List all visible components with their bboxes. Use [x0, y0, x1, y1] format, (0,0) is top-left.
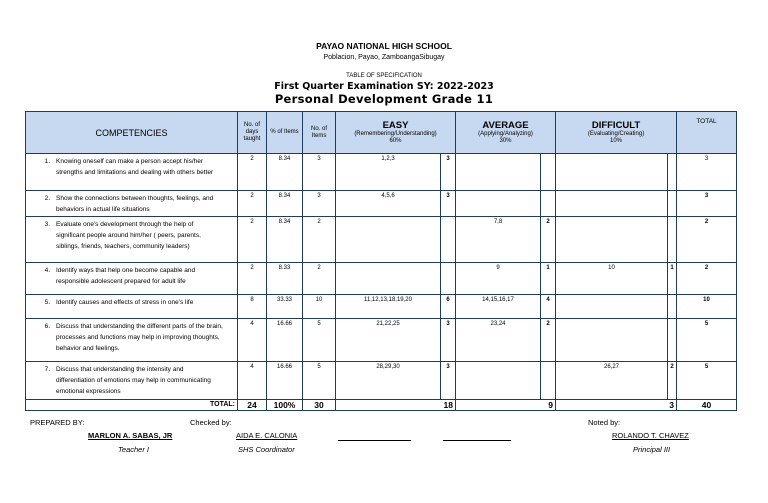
row-total-cell: 3 [677, 191, 737, 217]
average-percent: 30% [499, 138, 512, 144]
competency-text: Discuss that understanding the intensity and differentiation of emotions may help in communicating emotional expressions [56, 366, 211, 395]
table-row [26, 217, 737, 263]
subject-title: Personal Development Grade 11 [274, 92, 494, 106]
percent-cell: 16.66 [267, 319, 303, 362]
header-percent-items: % of Items [267, 112, 303, 154]
average-items-cell: 14,15,16,17 [456, 295, 541, 319]
difficult-count-cell: 1 [668, 263, 677, 295]
difficult-items-cell: 10 [556, 263, 668, 295]
percent-cell: 8.34 [267, 191, 303, 217]
percent-cell: 16.66 [267, 362, 303, 399]
totals-row [26, 399, 737, 410]
noted-by-label: Noted by: [588, 418, 621, 427]
signature-line-blank [338, 440, 411, 441]
easy-count-cell [441, 263, 456, 295]
days-cell: 8 [238, 295, 267, 319]
competency-text: Knowing oneself can make a person accept his/her strengths and limitations and dealing with others better [56, 158, 214, 176]
difficult-items-cell [556, 319, 668, 362]
days-cell: 2 [238, 217, 267, 263]
noted-by-role: Principal III [633, 445, 671, 454]
totals-items: 30 [303, 399, 336, 410]
items-cell: 3 [303, 191, 336, 217]
items-cell: 3 [303, 154, 336, 191]
row-total-cell: 3 [677, 154, 737, 191]
average-count-cell [541, 191, 556, 217]
competency-number: 2. [44, 195, 50, 202]
table-row [26, 154, 737, 191]
difficult-percent: 10% [610, 138, 623, 144]
table-row [26, 362, 737, 399]
row-total-cell: 2 [677, 263, 737, 295]
difficult-count-cell [668, 217, 677, 263]
header-easy [336, 112, 456, 154]
easy-count-cell: 3 [441, 154, 456, 191]
difficult-count-cell [668, 191, 677, 217]
header-difficult [556, 112, 677, 154]
difficult-count-cell [668, 319, 677, 362]
competency-number: 4. [44, 267, 50, 275]
header-number-items: No. of Items [303, 112, 336, 154]
easy-percent: 60% [389, 138, 402, 144]
difficult-items-cell [556, 217, 668, 263]
totals-label: TOTAL: [26, 399, 238, 410]
competency-text: Discuss that understanding the different parts of the brain, processes and functions may help in improving thoughts, behavior and feelings. [56, 323, 223, 352]
row-total-cell: 5 [677, 319, 737, 362]
average-label: AVERAGE [482, 120, 529, 131]
competency-number: 7. [44, 366, 50, 374]
signature-line-blank [443, 440, 511, 441]
easy-items-cell: 4,5,6 [336, 191, 441, 217]
totals-days: 24 [238, 399, 267, 410]
noted-by-name: ROLANDO T. CHAVEZ [612, 431, 689, 440]
competency-text: Show the connections between thoughts, feelings, and behaviors in actual life situations [56, 195, 214, 213]
header-days-taught: No. of days taught [238, 112, 267, 154]
competency-cell [26, 263, 238, 295]
exam-title: First Quarter Examination SY: 2022-2023 [274, 81, 494, 92]
competency-cell [26, 295, 238, 319]
header-average [456, 112, 556, 154]
average-count-cell: 2 [541, 217, 556, 263]
average-items-cell [456, 362, 541, 399]
competency-cell [26, 319, 238, 362]
days-cell: 4 [238, 362, 267, 399]
percent-cell: 8.34 [267, 154, 303, 191]
table-row [26, 319, 737, 362]
competency-number: 5. [44, 299, 50, 307]
table-header-row [26, 112, 737, 154]
average-count-cell: 2 [541, 319, 556, 362]
easy-items-cell: 21,22,25 [336, 319, 441, 362]
competency-number: 1. [44, 158, 50, 165]
easy-count-cell: 3 [441, 319, 456, 362]
average-items-cell: 23,24 [456, 319, 541, 362]
totals-average: 9 [456, 399, 556, 410]
easy-count-cell: 6 [441, 295, 456, 319]
difficult-sublabel: (Evaluating/Creating) [587, 131, 645, 137]
competency-cell [26, 191, 238, 217]
checked-by-name: AIDA E. CALONIA [236, 431, 298, 440]
average-count-cell [541, 154, 556, 191]
average-count-cell: 4 [541, 295, 556, 319]
prepared-by-role: Teacher I [118, 445, 149, 454]
items-cell: 10 [303, 295, 336, 319]
easy-items-cell [336, 217, 441, 263]
header-total: TOTAL [677, 112, 737, 154]
row-total-cell: 2 [677, 217, 737, 263]
school-name: PAYAO NATIONAL HIGH SCHOOL [316, 41, 452, 51]
header-competencies: COMPETENCIES [26, 112, 238, 154]
percent-cell: 8.33 [267, 263, 303, 295]
prepared-by-label: PREPARED BY: [30, 418, 85, 427]
competency-text: Evaluate one's development through the help of significant people around him/her ( peers, parents, siblings, friends, teachers, community leaders) [56, 221, 201, 250]
percent-cell: 33.33 [267, 295, 303, 319]
totals-easy: 18 [336, 399, 456, 410]
competency-cell [26, 154, 238, 191]
easy-items-cell: 1,2,3 [336, 154, 441, 191]
easy-count-cell: 3 [441, 362, 456, 399]
days-cell: 2 [238, 154, 267, 191]
checked-by-label: Checked by: [190, 418, 232, 427]
average-sublabel: (Applying/Analyzing) [478, 131, 533, 137]
school-address: Poblacion, Payao, ZamboangaSibugay [323, 54, 445, 61]
average-count-cell [541, 362, 556, 399]
average-count-cell: 1 [541, 263, 556, 295]
difficult-count-cell [668, 154, 677, 191]
difficult-items-cell [556, 154, 668, 191]
easy-count-cell: 3 [441, 191, 456, 217]
competency-cell [26, 362, 238, 399]
items-cell: 2 [303, 217, 336, 263]
easy-sublabel: (Remembering/Understanding) [354, 131, 437, 137]
days-cell: 4 [238, 319, 267, 362]
average-items-cell [456, 191, 541, 217]
row-total-cell: 10 [677, 295, 737, 319]
competency-number: 6. [44, 323, 50, 331]
days-cell: 2 [238, 263, 267, 295]
difficult-items-cell [556, 295, 668, 319]
competency-text: Identify causes and effects of stress in one's life [56, 299, 194, 307]
average-items-cell: 9 [456, 263, 541, 295]
table-row [26, 191, 737, 217]
items-cell: 2 [303, 263, 336, 295]
difficult-count-cell [668, 295, 677, 319]
checked-by-role: SHS Coordinator [238, 445, 295, 454]
specification-table [25, 111, 737, 411]
competency-cell [26, 217, 238, 263]
competency-text: Identify ways that help one become capable and responsible adolescent prepared for adult life [56, 267, 196, 286]
items-cell: 5 [303, 362, 336, 399]
totals-difficult: 3 [556, 399, 677, 410]
competency-number: 3. [44, 221, 50, 229]
difficult-items-cell [556, 191, 668, 217]
days-cell: 2 [238, 191, 267, 217]
percent-cell: 8.34 [267, 217, 303, 263]
average-items-cell [456, 154, 541, 191]
easy-label: EASY [382, 120, 409, 131]
difficult-items-cell: 26,27 [556, 362, 668, 399]
prepared-by-name: MARLON A. SABAS, JR [88, 431, 173, 440]
row-total-cell: 5 [677, 362, 737, 399]
totals-percent: 100% [267, 399, 303, 410]
table-row [26, 263, 737, 295]
average-items-cell: 7,8 [456, 217, 541, 263]
difficult-label: DIFFICULT [591, 120, 641, 131]
easy-items-cell [336, 263, 441, 295]
totals-grand: 40 [677, 399, 737, 410]
difficult-count-cell: 2 [668, 362, 677, 399]
items-cell: 5 [303, 319, 336, 362]
easy-count-cell [441, 217, 456, 263]
table-row [26, 295, 737, 319]
easy-items-cell: 28,29,30 [336, 362, 441, 399]
document-type: TABLE OF SPECIFICATION [346, 73, 422, 79]
easy-items-cell: 11,12,13,18,19,20 [336, 295, 441, 319]
